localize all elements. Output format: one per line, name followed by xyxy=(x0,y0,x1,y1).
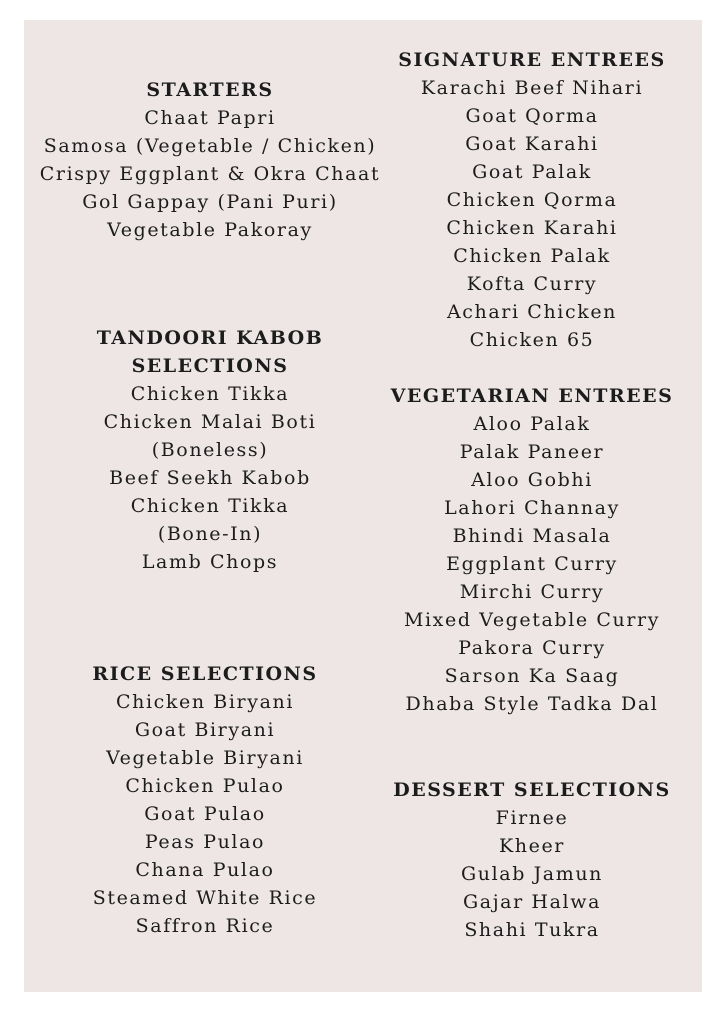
menu-item: Chicken Malai Boti xyxy=(103,411,317,433)
signature-section xyxy=(392,46,672,354)
tandoori-heading xyxy=(24,324,396,380)
menu-item: Pakora Curry xyxy=(458,637,606,659)
tandoori-heading-line2: SELECTIONS xyxy=(131,355,289,377)
starters-list xyxy=(24,104,396,244)
menu-item: Chicken Qorma xyxy=(446,189,618,211)
menu-item: Chicken Karahi xyxy=(446,217,618,239)
menu-item: Mirchi Curry xyxy=(459,581,605,603)
menu-item: Goat Palak xyxy=(472,161,592,183)
menu-item: Chicken Tikka xyxy=(130,495,290,517)
rice-section xyxy=(24,660,386,940)
menu-item: Lamb Chops xyxy=(141,551,279,573)
starters-heading: STARTERS xyxy=(146,79,274,101)
menu-item: Vegetable Biryani xyxy=(106,747,304,769)
menu-item: Mixed Vegetable Curry xyxy=(403,609,661,631)
menu-item: Eggplant Curry xyxy=(446,553,618,575)
menu-item: Chicken Biryani xyxy=(115,691,295,713)
menu-item: Karachi Beef Nihari xyxy=(420,77,644,99)
menu-item: Crispy Eggplant & Okra Chaat xyxy=(39,163,381,185)
starters-section xyxy=(24,76,396,244)
menu-item: Shahi Tukra xyxy=(464,919,600,941)
menu-item: Sarson Ka Saag xyxy=(444,665,620,687)
tandoori-heading-line1: TANDOORI KABOB xyxy=(96,327,324,349)
menu-item: Goat Biryani xyxy=(134,719,276,741)
signature-list xyxy=(392,74,672,354)
menu-item: Chicken Pulao xyxy=(125,775,285,797)
vegetarian-heading: VEGETARIAN ENTREES xyxy=(390,385,674,407)
menu-item: Lahori Channay xyxy=(444,497,620,519)
menu-item: Peas Pulao xyxy=(144,831,266,853)
menu-item: Goat Karahi xyxy=(465,133,599,155)
rice-list xyxy=(24,688,386,940)
menu-item: Goat Pulao xyxy=(144,803,266,825)
vegetarian-list xyxy=(386,410,678,718)
tandoori-section xyxy=(24,324,396,576)
menu-item: Gajar Halwa xyxy=(462,891,601,913)
menu-item: Aloo Palak xyxy=(473,413,591,435)
menu-item: (Boneless) xyxy=(151,439,269,461)
menu-item: Chicken Tikka xyxy=(130,383,290,405)
menu-page xyxy=(24,20,702,992)
menu-item: Saffron Rice xyxy=(135,915,275,937)
menu-item: Chaat Papri xyxy=(144,107,276,129)
menu-item: Vegetable Pakoray xyxy=(107,219,313,241)
menu-item: Chicken 65 xyxy=(469,329,595,351)
dessert-list xyxy=(392,804,672,944)
dessert-heading: DESSERT SELECTIONS xyxy=(393,779,671,801)
rice-heading: RICE SELECTIONS xyxy=(92,663,318,685)
signature-heading: SIGNATURE ENTREES xyxy=(398,49,666,71)
menu-item: Bhindi Masala xyxy=(452,525,612,547)
tandoori-list xyxy=(24,380,396,576)
dessert-section xyxy=(392,776,672,944)
menu-item: Chana Pulao xyxy=(135,859,275,881)
menu-item: Gulab Jamun xyxy=(460,863,604,885)
menu-item: (Bone-In) xyxy=(157,523,263,545)
menu-item: Goat Qorma xyxy=(465,105,599,127)
menu-item: Chicken Palak xyxy=(453,245,611,267)
menu-item: Kofta Curry xyxy=(466,273,598,295)
menu-item: Achari Chicken xyxy=(446,301,617,323)
menu-item: Aloo Gobhi xyxy=(471,469,593,491)
menu-item: Dhaba Style Tadka Dal xyxy=(405,693,659,715)
menu-item: Palak Paneer xyxy=(459,441,605,463)
menu-item: Firnee xyxy=(495,807,569,829)
menu-item: Beef Seekh Kabob xyxy=(109,467,311,489)
menu-item: Steamed White Rice xyxy=(92,887,318,909)
menu-item: Kheer xyxy=(498,835,565,857)
menu-item: Samosa (Vegetable / Chicken) xyxy=(43,135,377,157)
vegetarian-section xyxy=(386,382,678,718)
menu-item: Gol Gappay (Pani Puri) xyxy=(82,191,338,213)
